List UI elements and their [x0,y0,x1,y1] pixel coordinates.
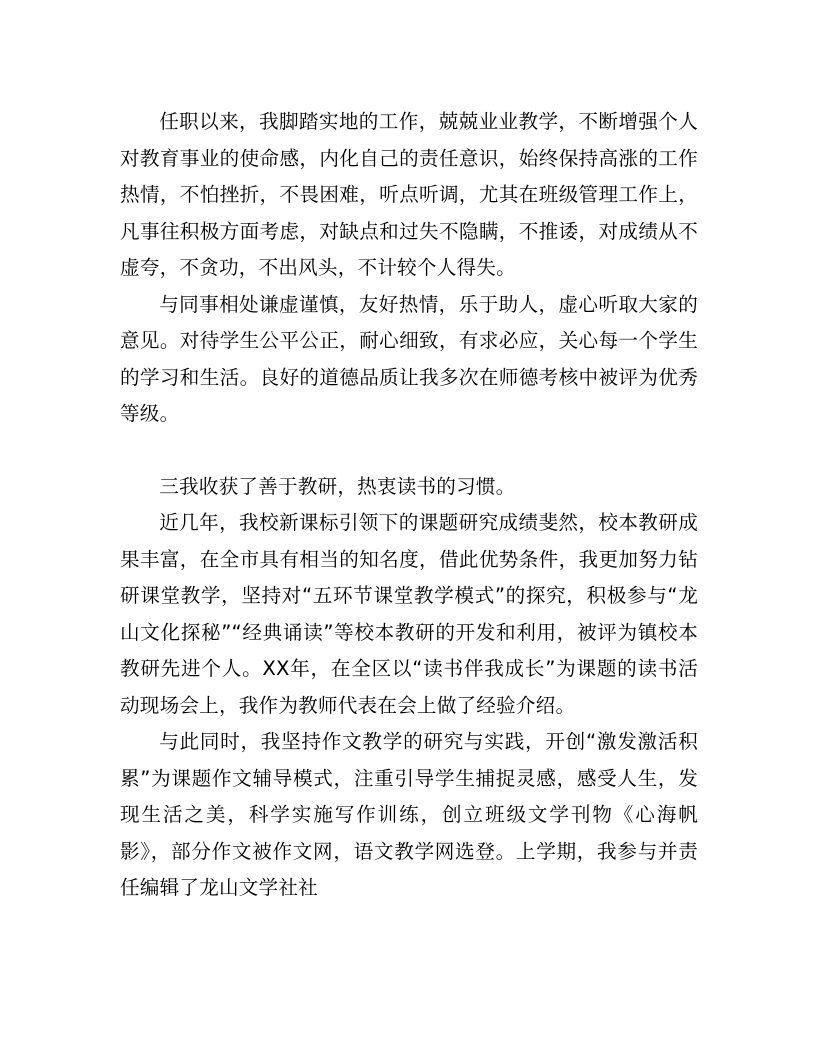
section-heading-research: 三我收获了善于教研，热衷读书的习惯。 [159,474,516,498]
paragraph-gap [120,433,698,469]
paragraph-colleagues-students: 与同事相处谦虚谨慎，友好热情，乐于助人，虚心听取大家的意见。对待学生公平公正，耐心细致，有求必应，关心每一个学生的学习和生活。良好的道德品质让我多次在师德考核中被评为优秀等级。 [120,292,698,425]
paragraph-composition-teaching: 与此同时，我坚持作文教学的研究与实践，开创“激发激活积累”为课题作文辅导模式，注重引导学生捕捉灵感，感受人生，发现生活之美，科学实施写作训练，创立班级文学刊物《心海帆影》，部分作文被作文网，语文教学网选登。上学期，我参与并责任编辑了龙山文学社社 [120,730,698,899]
paragraph-work-attitude: 任职以来，我脚踏实地的工作，兢兢业业教学，不断增强个人对教育事业的使命感，内化自己的责任意识，始终保持高涨的工作热情，不怕挫折，不畏困难，听点听调，尤其在班级管理工作上，凡事往积极方面考虑，对缺点和过失不隐瞒，不推诿，对成绩从不虚夸，不贪功，不出风头，不计较个人得失。 [120,110,698,279]
paragraph-school-research: 近几年，我校新课标引领下的课题研究成绩斐然，校本教研成果丰富，在全市具有相当的知名度，借此优势条件，我更加努力钻研课堂教学，坚持对“五环节课堂教学模式”的探究，积极参与“龙山文化探秘”“经典诵读”等校本教研的开发和利用，被评为镇校本教研先进个人。XX年，在全区以“读书伴我成长”为课题的读书活动现场会上，我作为教师代表在会上做了经验介绍。 [120,511,698,717]
document-body [120,104,698,907]
